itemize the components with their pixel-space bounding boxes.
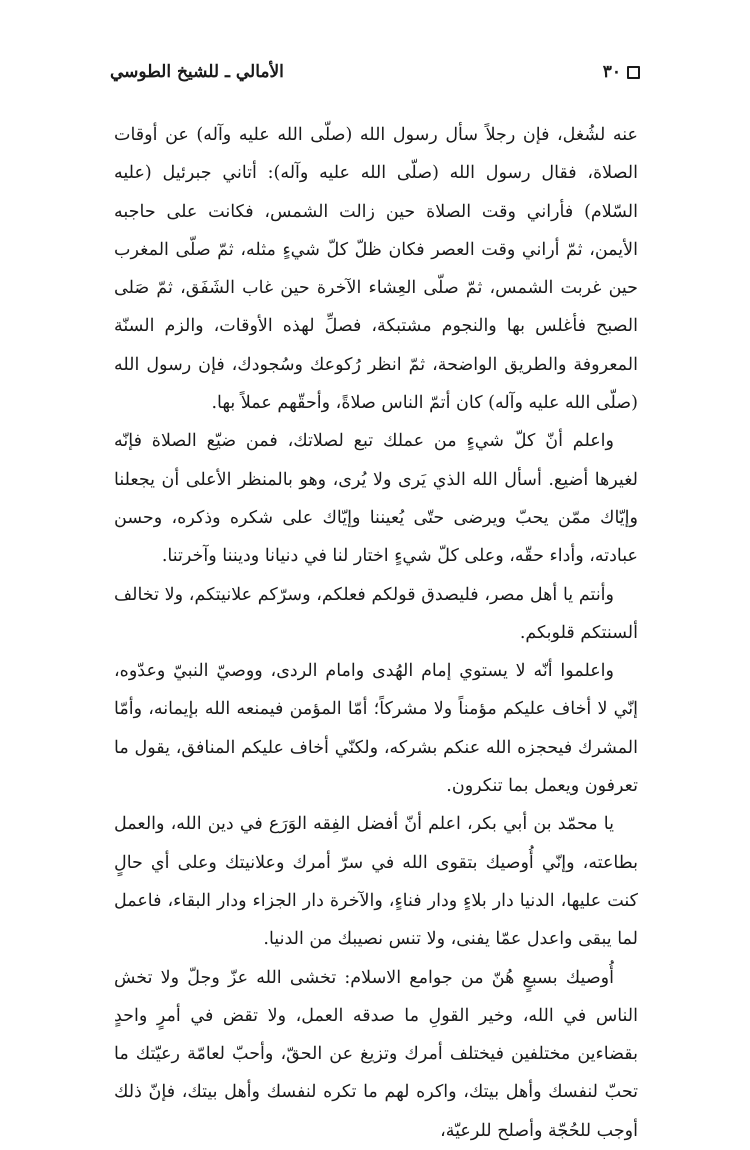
paragraph: واعلموا أنّه لا يستوي إمام الهُدى وامام الردى، ووصيّ النبيّ وعدّوه، إنّي لا أخاف عليكم مؤمناً ولا مشركاً؛ أمّا المؤمن فيمنعه الله بإيمانه، وأمّا المشرك فيحجزه الله عنكم بشركه، ولكنّي أخاف عليكم المنافق، يقول ما تعرفون ويعمل بما تنكرون.	[114, 661, 638, 797]
paragraph: أُوصيك بسبعٍ هُنّ من جوامع الاسلام: تخشى الله عزّ وجلّ ولا تخش الناس في الله، وخير القولِ ما صدقه العمل، ولا تقض في أمرٍ واحدٍ بقضاءين مختلفين فيختلف أمرك وتزيغ عن الحقّ، وأحبّ لعامّة رعيّتك ما تحبّ لنفسك وأهل بيتك، واكره لهم ما تكره لنفسك وأهل بيتك، فإنّ ذلك أوجب للحُجّة وأصلح للرعيّة،	[114, 967, 638, 1141]
page-body	[114, 116, 638, 1150]
paragraph: عنه لشُغل، فإن رجلاً سأل رسول الله (صلّى الله عليه وآله) عن أوقات الصلاة، فقال رسول الله (صلّى الله عليه وآله): أتاني جبرئيل (عليه السّلام) فأراني وقت الصلاة حين زالت الشمس، فكانت على حاجبه الأيمن، ثمّ أراني وقت العصر فكان ظلّ كلّ شيءٍ مثله، ثمّ صلّى المغرب حين غربت الشمس، ثمّ صلّى العِشاء الآخرة حين غاب الشَفَق، ثمّ صَلى الصبح فأغلس بها والنجوم مشتبكة، فصلِّ لهذه الأوقات، والزم السنّة المعروفة والطريق الواضحة، ثمّ انظر رُكوعك وسُجودك، فإن رسول الله (صلّى الله عليه وآله) كان أتمّ الناس صلاةً، وأحقّهم عملاً بها.	[114, 125, 638, 414]
page-number-block	[603, 62, 640, 82]
page-number: ٣٠	[602, 62, 621, 82]
paragraph: يا محمّد بن أبي بكر، اعلم أنّ أفضل الفِقه الوَرَع في دين الله، والعمل بطاعته، وإنّي أُوصيك بتقوى الله في سرّ أمرك وعلانيتك وعلى أي حالٍ كنت عليها، الدنيا دار بلاءٍ ودار فناءٍ، والآخرة دار الجزاء ودار البقاء، فاعمل لما يبقى واعدل عمّا يفنى، ولا تنس نصيبك من الدنيا.	[114, 814, 638, 950]
page-header	[110, 52, 640, 92]
running-title: الأمالي ـ للشيخ الطوسي	[110, 62, 284, 82]
page-marker-icon	[627, 66, 640, 79]
paragraph: واعلم أنّ كلّ شيءٍ من عملك تبع لصلاتك، فمن ضيّع الصلاة فإنّه لغيرها أضيع. أسأل الله الذي يَرى ولا يُرى، وهو بالمنظر الأعلى أن يجعلنا وإيّاك ممّن يحبّ ويرضى حتّى يُعيننا وإيّاك على شكره وذكره، وحسن عبادته، وأداء حقّه، وعلى كلّ شيءٍ اختار لنا في دنيانا وديننا وآخرتنا.	[114, 431, 638, 567]
paragraph: وأنتم يا أهل مصر، فليصدق قولكم فعلكم، وسرّكم علانيتكم، ولا تخالف ألسنتكم قلوبكم.	[114, 584, 638, 643]
